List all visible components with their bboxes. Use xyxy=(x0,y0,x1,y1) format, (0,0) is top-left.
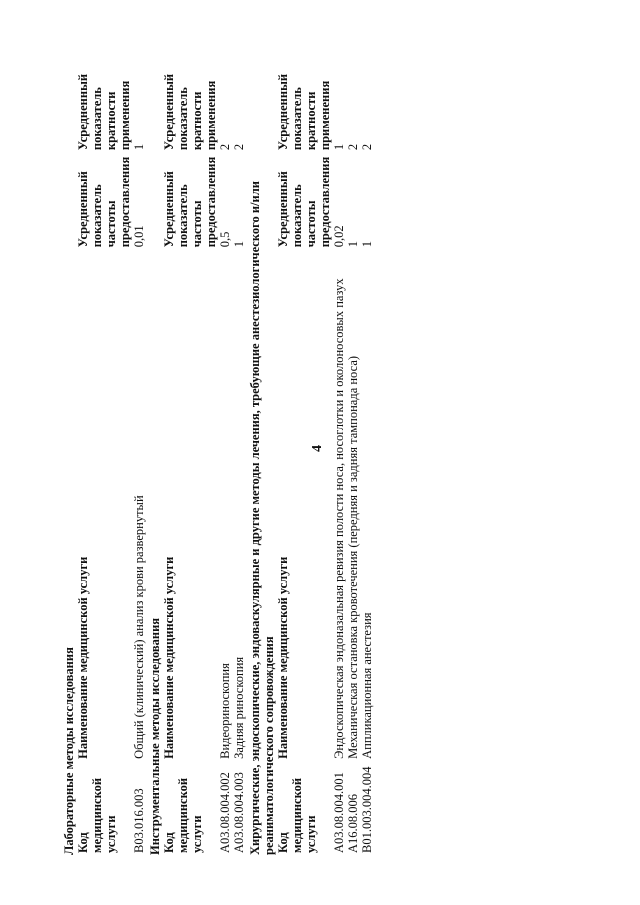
service-name: Задняя риноскопия xyxy=(232,656,246,759)
table-header-row xyxy=(276,60,332,855)
table-header-row xyxy=(76,60,132,855)
table-row xyxy=(346,60,360,855)
table-row xyxy=(332,60,346,855)
header-name: Наименование медицинской услуги xyxy=(276,556,290,759)
header-frequency: Усредненный показатель частоты предоставления xyxy=(76,156,132,248)
service-frequency: 0,5 xyxy=(218,231,232,248)
section-title-surgical: Хирургические, эндоскопические, эндоваскулярные и другие методы лечения, требующие анестезиологического и/или реаниматологического сопровождения xyxy=(248,181,276,855)
header-code: Код медицинской услуги xyxy=(76,777,118,853)
table-row xyxy=(218,60,232,855)
service-code: A03.08.004.002 xyxy=(218,772,232,853)
header-multiplicity: Усредненный показатель кратности применения xyxy=(276,73,332,151)
service-name: Механическая остановка кровотечения (передняя и задняя тампонада носа) xyxy=(346,355,360,759)
header-multiplicity: Усредненный показатель кратности применения xyxy=(76,73,132,151)
service-frequency: 0,01 xyxy=(132,225,146,248)
header-frequency: Усредненный показатель частоты предоставления xyxy=(162,156,218,248)
service-frequency: 1 xyxy=(360,241,374,248)
service-multiplicity: 2 xyxy=(232,143,246,151)
header-name: Наименование медицинской услуги xyxy=(76,556,90,759)
service-name: Эндоскопическая эндоназальная ревизия полости носа, носоглотки и околоносовых пазух xyxy=(332,278,346,759)
service-code: A03.08.004.001 xyxy=(332,772,346,853)
page-number: 4 xyxy=(310,445,325,452)
service-code: A16.08.006 xyxy=(346,793,360,853)
header-multiplicity: Усредненный показатель кратности применения xyxy=(162,73,218,151)
table-row xyxy=(360,60,374,855)
table-header-row xyxy=(162,60,218,855)
table-instrumental xyxy=(162,60,246,855)
service-multiplicity: 1 xyxy=(332,143,346,151)
service-code: A03.08.004.003 xyxy=(232,772,246,853)
service-code: B03.016.003 xyxy=(132,788,146,853)
header-code: Код медицинской услуги xyxy=(276,777,318,853)
table-row xyxy=(132,60,146,855)
service-multiplicity: 2 xyxy=(360,143,374,151)
header-code: Код медицинской услуги xyxy=(162,777,204,853)
service-name: Видеориноскопия xyxy=(218,663,232,759)
section-title-lab: Лабораторные методы исследования xyxy=(62,647,76,855)
service-name: Аппликационная анестезия xyxy=(360,612,374,759)
table-lab xyxy=(76,60,146,855)
service-name: Общий (клинический) анализ крови развернутый xyxy=(132,495,146,759)
header-name: Наименование медицинской услуги xyxy=(162,556,176,759)
service-multiplicity: 2 xyxy=(346,143,360,151)
table-surgical xyxy=(276,60,374,855)
table-row xyxy=(232,60,246,855)
rotated-content xyxy=(60,60,374,855)
section-title-instrumental: Инструментальные методы исследования xyxy=(148,617,162,855)
service-multiplicity: 1 xyxy=(132,143,146,151)
service-code: B01.003.004.004 xyxy=(360,766,374,853)
service-frequency: 0,02 xyxy=(332,225,346,248)
service-multiplicity: 2 xyxy=(218,143,232,151)
header-frequency: Усредненный показатель частоты предоставления xyxy=(276,156,332,248)
service-frequency: 1 xyxy=(346,241,360,248)
service-frequency: 1 xyxy=(232,241,246,248)
